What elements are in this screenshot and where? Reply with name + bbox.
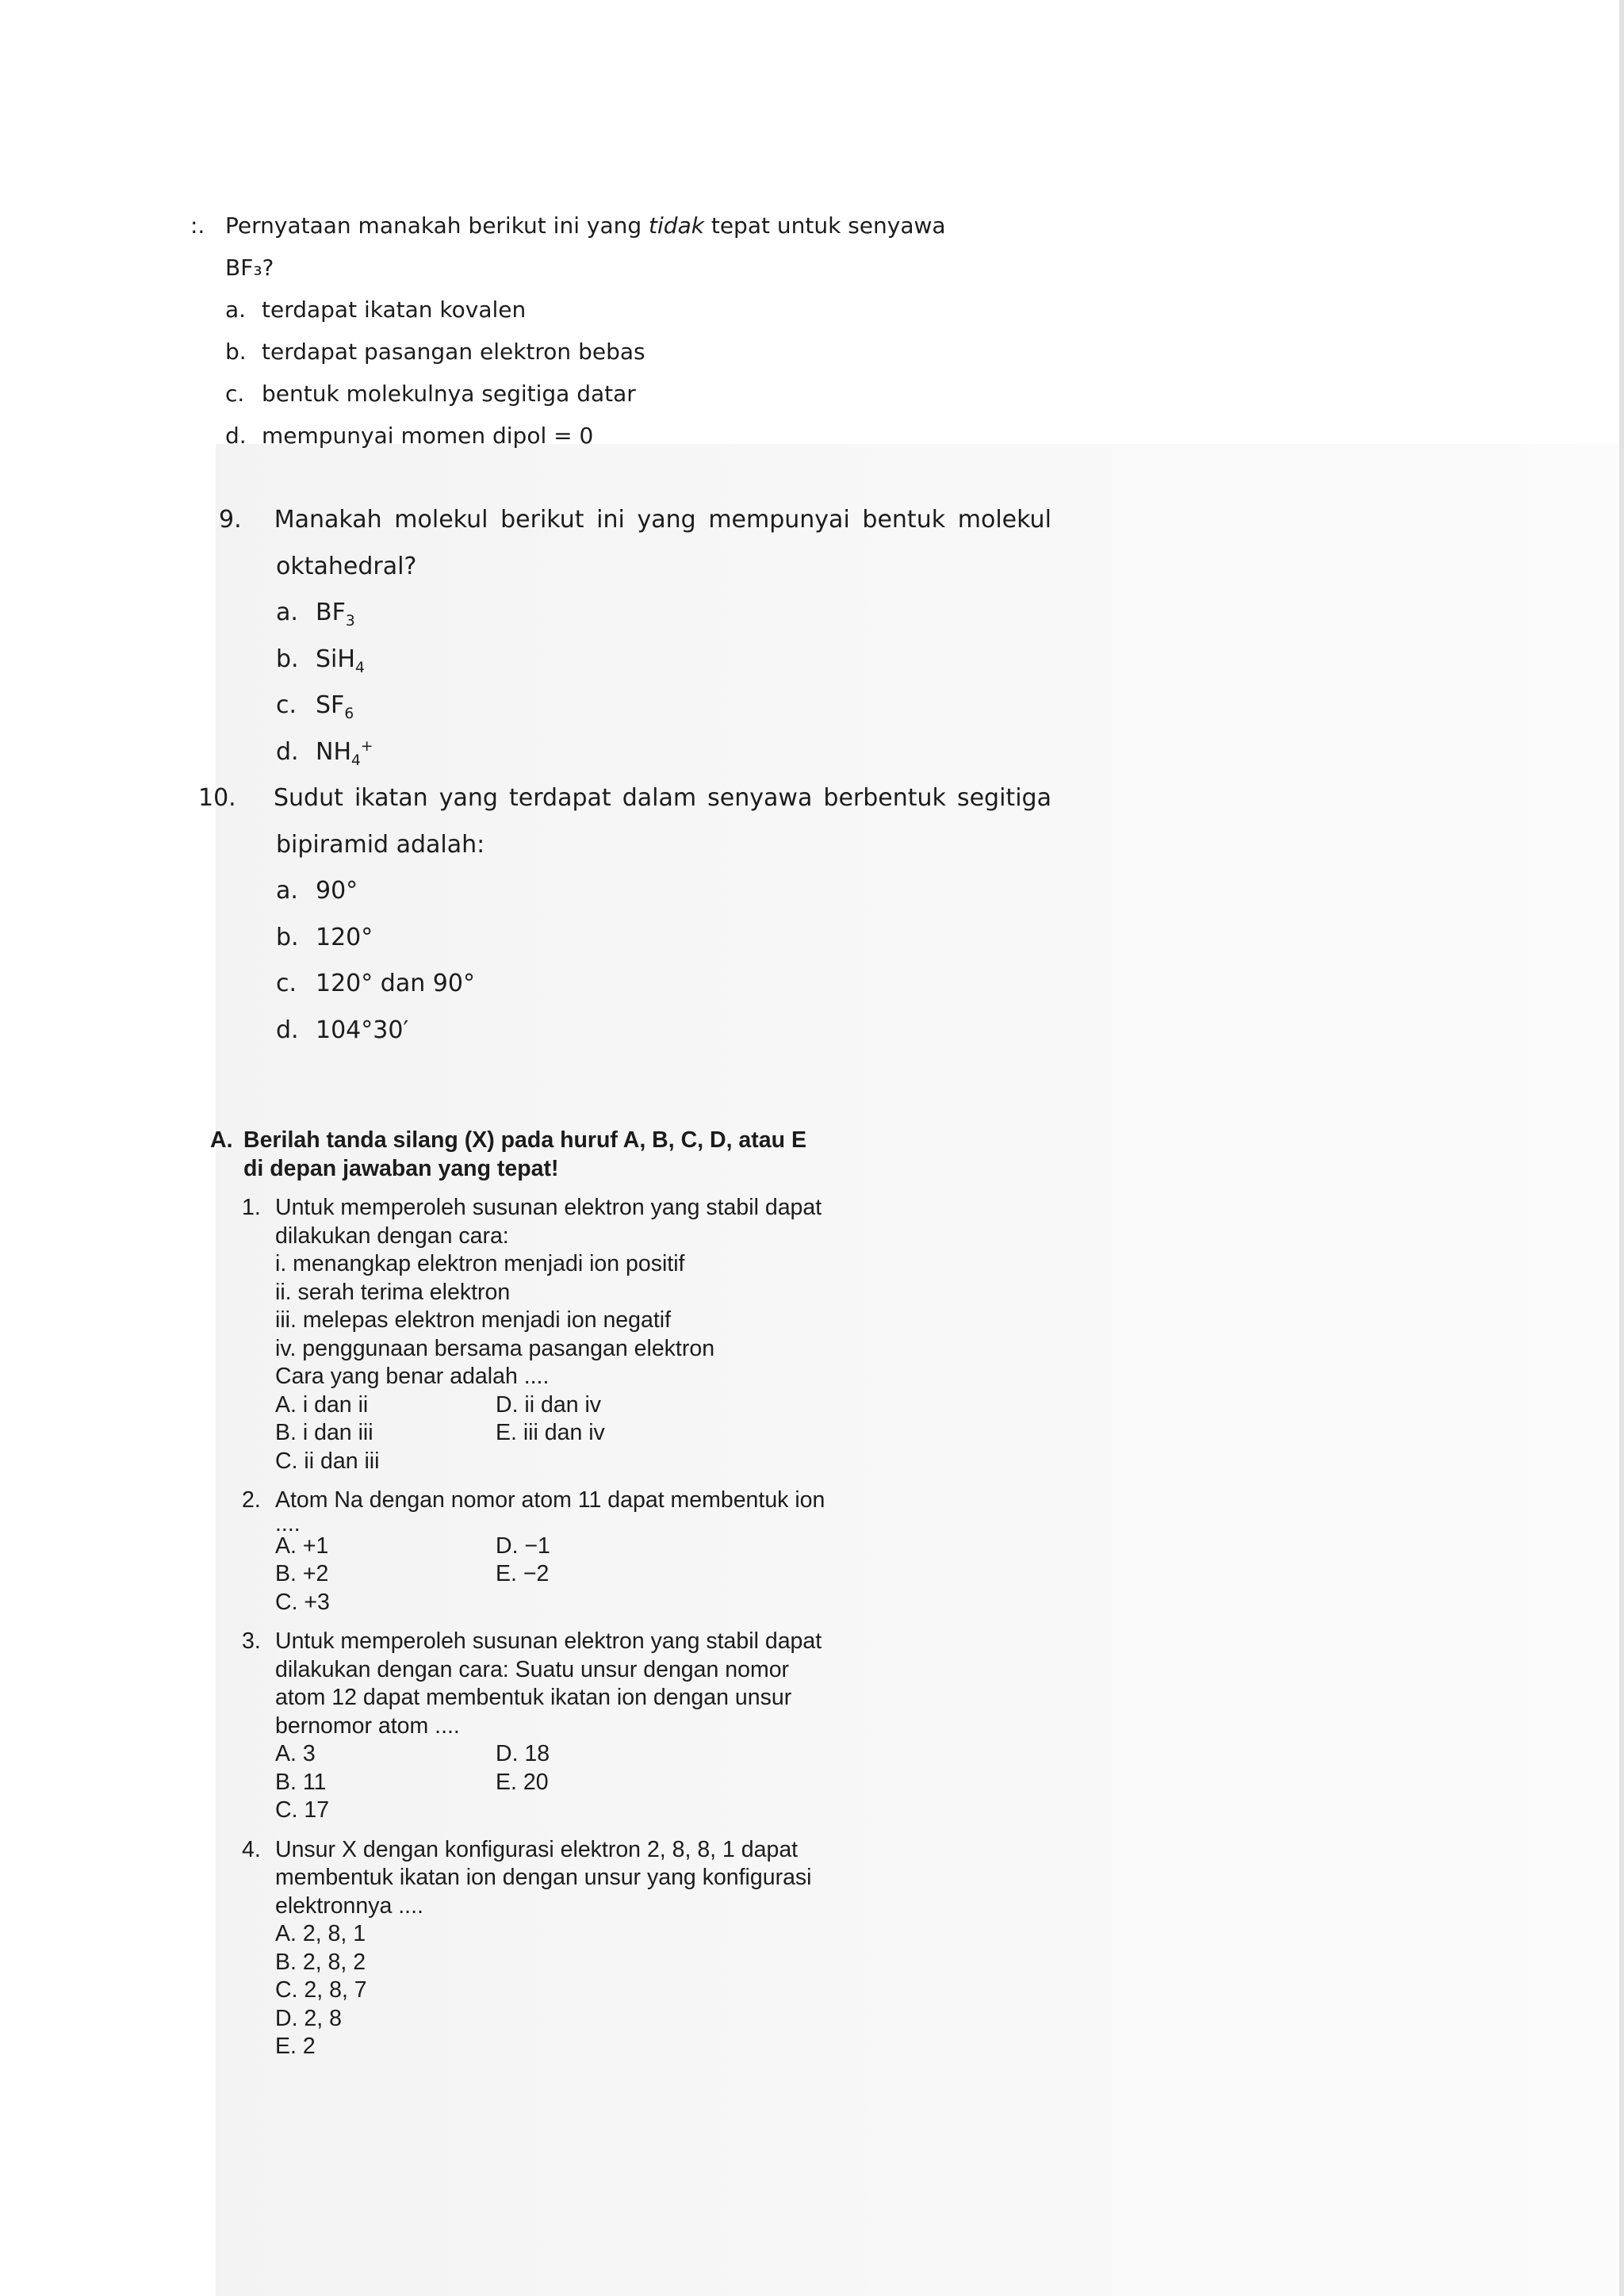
option-b: b. 120° (276, 923, 373, 951)
option-d: d. mempunyai momen dipol = 0 (225, 423, 594, 449)
question-number: :. (190, 212, 205, 239)
options-row: B. 11 E. 20 (275, 1769, 549, 1795)
question-number: 9. (219, 506, 242, 534)
questions-9-10 (198, 497, 1051, 1054)
options-row: C. ii dan iii (275, 1448, 380, 1474)
option-c: c. $SF_6$ (276, 691, 354, 722)
question-8-line-2: BF₃? (225, 254, 274, 281)
options-row: A. i dan ii D. ii dan iv (275, 1391, 602, 1418)
options-row: C. 17 (275, 1797, 330, 1823)
question-10-line-1: 10. Sudut ikatan yang terdapat dalam senyawa berbentuk segitiga (198, 775, 1051, 822)
option-d: d. 104°30′ (276, 1016, 409, 1044)
question-4: 4. Unsur X dengan konfigurasi elektron 2, 8, 8, 1 dapat membentuk ikatan ion dengan unsur yang konfigurasi elektronnya .... A. 2, 8, 1 B. 2, 8, 2 C. 2, 8, 7 D. 2, 8 E. 2 (210, 1836, 860, 2061)
option-b: b. SiH$_4$ (276, 645, 365, 676)
options-row: B. i dan iii E. iii dan iv (275, 1420, 605, 1445)
option-a: a. $BF_3$ (276, 599, 355, 629)
section-a (210, 1126, 860, 2061)
options-row: A. +1 D. −1 (275, 1533, 550, 1559)
question-9-line-1: 9. Manakah molekul berikut ini yang mempunyai bentuk molekul (219, 497, 1051, 544)
option-c: c. 120° dan 90° (276, 970, 475, 997)
option: D. 2, 8 (275, 2005, 342, 2031)
option-d: d. $NH_4^+$ (276, 737, 373, 769)
option-a: a. terdapat ikatan kovalen (225, 297, 527, 323)
option-c: c. bentuk molekulnya segitiga datar (225, 381, 636, 407)
option: B. 2, 8, 2 (275, 1949, 366, 1975)
option: E. 2 (275, 2034, 316, 2059)
options-row: B. +2 E. −2 (275, 1561, 550, 1586)
question-10-line-2: bipiramid adalah: (276, 830, 485, 859)
options-row: C. +3 (275, 1589, 330, 1615)
question-8 (190, 205, 1063, 457)
question-9-line-2: oktahedral? (276, 552, 417, 580)
question-3: 3. Untuk memperoleh susunan elektron yang stabil dapat dilakukan dengan cara: Suatu unsur dengan nomor atom 12 dapat membentuk ikatan ion dengan unsur bernomor atom .... A. 3 D. 18 B. 11 E. 20 C. 17 (210, 1628, 860, 1825)
page-edge (1619, 0, 1624, 2296)
option-b: b. terdapat pasangan elektron bebas (225, 339, 645, 365)
option-a: a. 90° (276, 877, 358, 905)
question-1: 1. Untuk memperoleh susunan elektron yang stabil dapat dilakukan dengan cara: i. menangkap elektron menjadi ion positif ii. serah terima elektron iii. melepas elektron menjadi ion negatif iv. penggunaan bersama pasangan elektron Cara yang benar adalah .... A. i dan ii D. ii dan iv B. i dan iii E. iii dan iv C. ii dan iii (210, 1194, 860, 1475)
options-row: A. 3 D. 18 (275, 1741, 550, 1766)
question-number: 10. (198, 784, 236, 812)
question-2: 2. Atom Na dengan nomor atom 11 dapat membentuk ion .... A. +1 D. −1 B. +2 E. −2 C. +3 (210, 1487, 860, 1617)
option: A. 2, 8, 1 (275, 1921, 366, 1946)
option: C. 2, 8, 7 (275, 1977, 367, 2003)
question-8-line-1: :. Pernyataan manakah berikut ini yang tidak tepat untuk senyawa (190, 205, 1063, 247)
section-heading: A. Berilah tanda silang (X) pada huruf A, B, C, D, atau E di depan jawaban yang tepat! (210, 1127, 806, 1181)
